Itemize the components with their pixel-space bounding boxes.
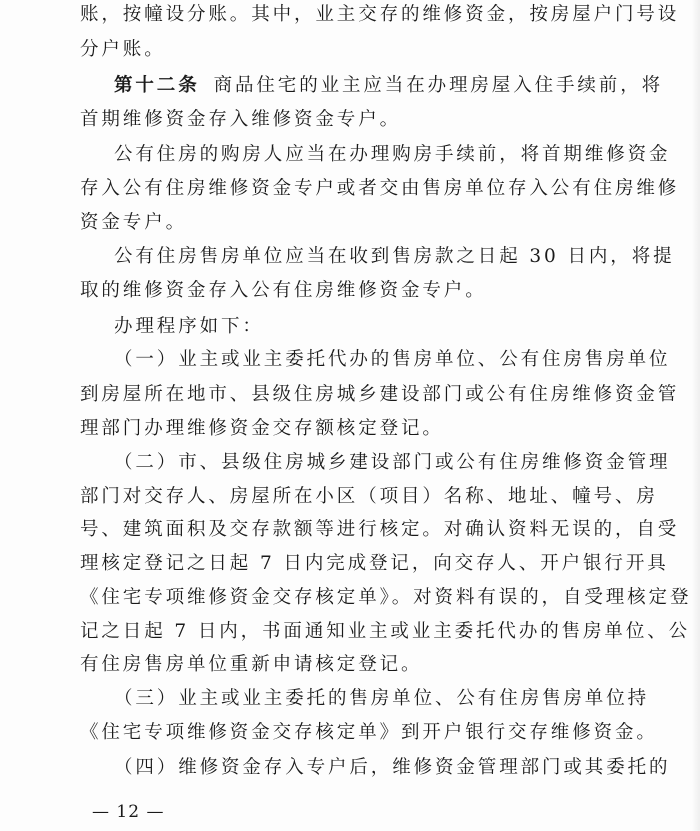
text-line-2: 分户账。: [80, 39, 166, 60]
page-edge-shadow: [692, 0, 700, 831]
text-line-14: （二）市、县级住房城乡建设部门或公有住房维修资金管理: [114, 452, 671, 473]
text-line-5: 公有住房的购房人应当在办理购房手续前，将首期维修资金: [114, 144, 671, 165]
text-line-23: （四）维修资金存入专户后，维修资金管理部门或其委托的: [114, 757, 671, 778]
text-line-22: 《住宅专项维修资金交存核定单》到开户银行交存维修资金。: [80, 722, 658, 743]
text-line-6: 存入公有住房维修资金专户或者交由售房单位存入公有住房维修: [80, 178, 680, 199]
text-line-10: 办理程序如下：: [114, 316, 264, 337]
article-heading: 第十二条: [114, 75, 200, 96]
text-line-16: 号、建筑面积及交存款额等进行核定。对确认资料无误的，自受: [80, 519, 680, 540]
text-line-18: 《住宅专项维修资金交存核定单》。对资料有误的，自受理核定登: [80, 587, 692, 608]
text-line-4: 首期维修资金存入维修资金专户。: [80, 109, 402, 130]
page-number: — 12 —: [92, 802, 165, 822]
text-line-17: 理核定登记之日起 7 日内完成登记，向交存人、开户银行开具: [80, 553, 669, 574]
text-line-9: 取的维修资金存入公有住房维修资金专户。: [80, 280, 487, 301]
text-line-21: （三）业主或业主委托的售房单位、公有住房售房单位持: [114, 688, 650, 709]
text-line-19: 记之日起 7 日内，书面通知业主或业主委托代办的售房单位、公: [80, 621, 691, 642]
text-line-13: 理部门办理维修资金交存额核定登记。: [80, 418, 444, 439]
text-line-15: 部门对交存人、房屋所在小区（项目）名称、地址、幢号、房: [80, 486, 658, 507]
text-line-1: 账，按幢设分账。其中，业主交存的维修资金，按房屋户门号设: [80, 4, 680, 25]
article-12-first-line: [114, 77, 663, 96]
text-line-3: 商品住宅的业主应当在办理房屋入住手续前，将: [213, 75, 664, 96]
text-line-11: （一）业主或业主委托代办的售房单位、公有住房售房单位: [114, 349, 671, 370]
text-line-7: 资金专户。: [80, 212, 188, 233]
text-line-8: 公有住房售房单位应当在收到售房款之日起 30 日内，将提: [114, 246, 675, 267]
text-line-12: 到房屋所在地市、县级住房城乡建设部门或公有住房维修资金管: [80, 384, 680, 405]
text-line-20: 有住房售房单位重新申请核定登记。: [80, 654, 423, 675]
